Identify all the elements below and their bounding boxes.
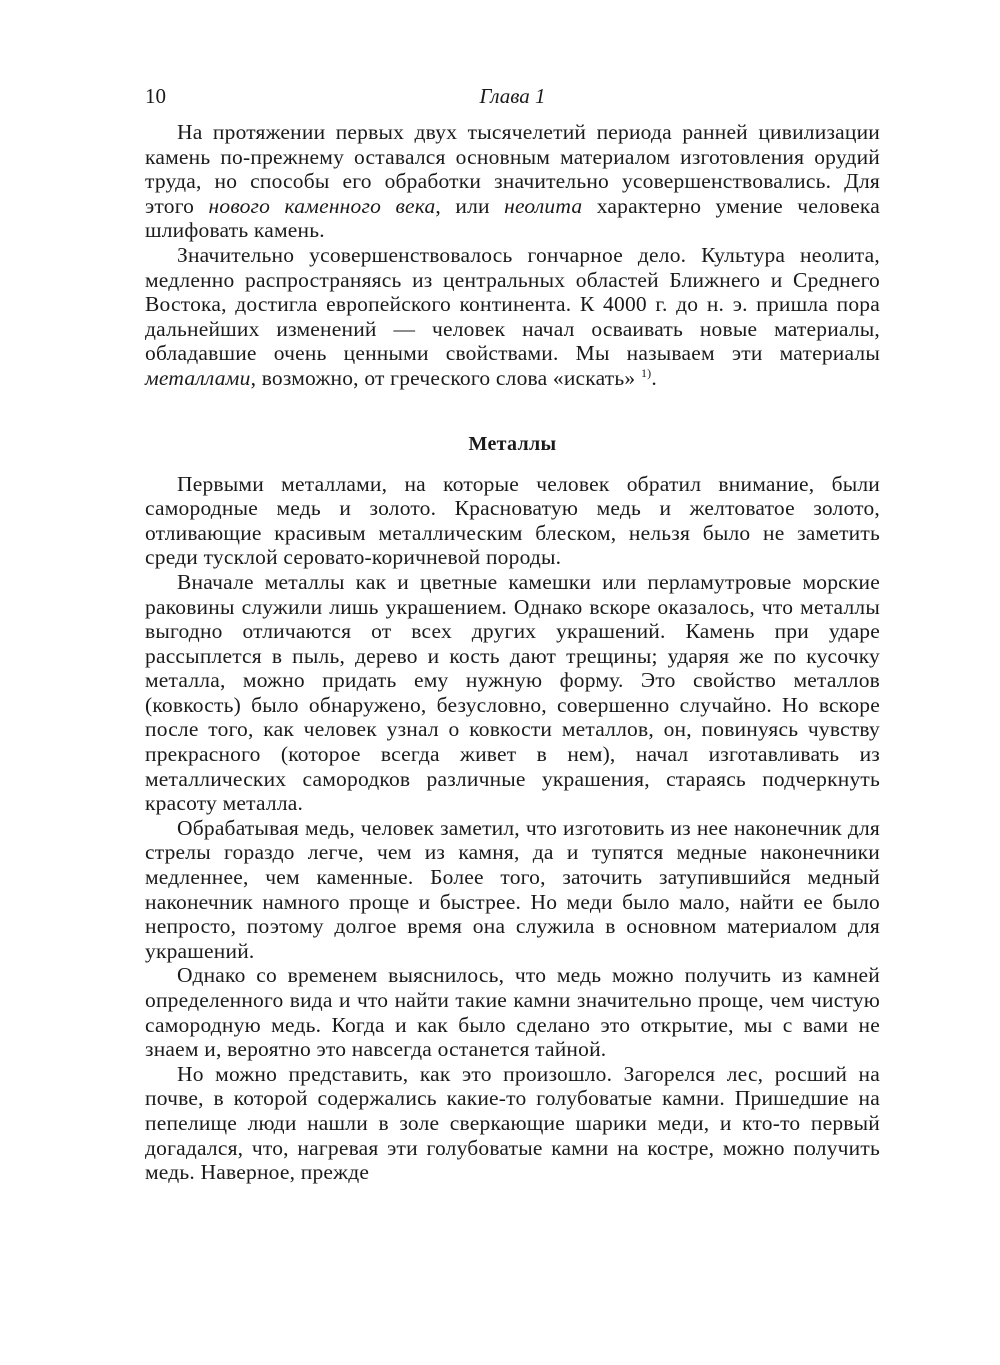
intro-paragraph-1 [145,120,880,243]
italic-term-neolithic: неолита [504,193,583,218]
chapter-label: Глава 1 [479,84,546,108]
text-run: , возможно, от греческого слова «искать» [250,365,641,390]
intro-paragraph-2 [145,243,880,391]
italic-term-metals: металлами [145,365,251,390]
text-run: На протяжении первых двух тысячелетий периода ранней цивилизации камень по-прежнему оставался основным материалом изготовления орудий труда, но способы его обработки значительно усовершенствовались. Для этого [145,120,880,218]
section-paragraph: Вначале металлы как и цветные камешки или перламутровые морские раковины служили лишь украшением. Однако вскоре оказалось, что металлы выгодно отличаются от всех других украшений. Камень при ударе рассыплется в пыль, дерево и кость дают трещины; ударяя же по кусочку металла, можно придать ему нужную форму. Это свойство металлов (ковкость) было обнаружено, безусловно, совершенно случайно. Но вскоре после того, как человек узнал о ковкости металлов, он, повинуясь чувству прекрасного (которое всегда живет в нем), начал изготавливать из металлических самородков различные украшения, стараясь подчеркнуть красоту металла. [145,569,880,816]
text-run: , или [435,193,505,218]
running-head [145,82,880,120]
section-paragraph: Однако со временем выяснилось, что медь можно получить из камней определенного вида и что найти такие камни значительно проще, чем чистую самородную медь. Когда и как было сделано это открытие, мы с вами не знаем и, вероятно это навсегда останется тайной. [145,963,880,1062]
section-paragraph: Первыми металлами, на которые человек обратил внимание, были самородные медь и золото. Красноватую медь и желтоватое золото, отливающие красивым металлическим блеском, нельзя было не заметить среди тусклой серовато-коричневой породы. [145,471,880,570]
italic-term-new-stone-age: нового каменного века [208,193,436,218]
section-heading: Металлы [468,432,557,455]
section-paragraph: Обрабатывая медь, человек заметил, что изготовить из нее наконечник для стрелы гораздо легче, чем из камня, да и тупятся медные наконечники медленнее, чем каменные. Более того, заточить затупившийся медный наконечник намного проще и быстрее. Но меди было мало, найти ее было непросто, поэтому долгое время она служила в основном материалом для украшений. [145,815,880,963]
page-number: 10 [145,84,166,108]
book-page [145,82,880,1185]
section-paragraph: Но можно представить, как это произошло. Загорелся лес, росший на почве, в которой содержались какие-то голубоватые камни. Пришедшие на пепелище люди нашли в золе сверкающие шарики меди, и кто-то первый догадался, что, нагревая эти голубоватые камни на костре, можно получить медь. Наверное, прежде [145,1061,880,1185]
text-run: Значительно усовершенствовалось гончарное дело. Культура неолита, медленно распространяясь из центральных областей Ближнего и Среднего Востока, достигла европейского континента. К 4000 г. до н. э. пришла пора дальнейших изменений — человек начал осваивать новые материалы, обладавшие очень ценными свойствами. Мы называем эти материалы [145,242,880,366]
footnote-marker: 1) [640,365,652,380]
text-run: . [651,365,657,390]
text-run: характерно умение человека шлифовать камень. [145,193,880,243]
